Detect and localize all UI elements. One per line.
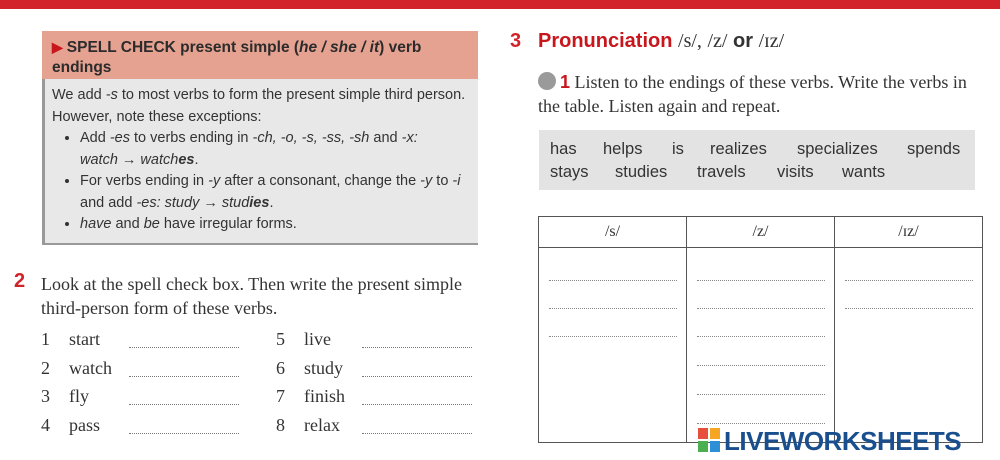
exercise-2-instruction: Look at the spell check box. Then write the present simple third-person form of these verbs.	[41, 274, 463, 318]
answer-blank-iz-2[interactable]	[845, 308, 973, 309]
exercise-3-number: 3	[510, 30, 522, 52]
answer-blank-1[interactable]	[129, 347, 239, 348]
item-number: 6	[276, 358, 285, 378]
b2-example: study → stud	[164, 194, 250, 211]
phoneme-z: /z/	[707, 30, 728, 52]
b3d: have irregular forms.	[159, 216, 297, 232]
verb-item-3	[41, 386, 89, 410]
spell-bullet-3	[80, 214, 468, 236]
word-item: studies	[615, 163, 668, 181]
column-iz	[835, 248, 983, 443]
b1-example: watch → watch	[80, 151, 179, 168]
brand-wordmark: LIVEWORKSHEETS	[724, 426, 962, 456]
answer-blank-2[interactable]	[129, 376, 239, 377]
answer-blank-z-6[interactable]	[697, 423, 825, 424]
phoneme-s: /s/,	[678, 30, 702, 52]
answer-blank-z-2[interactable]	[697, 308, 825, 309]
b2d: -y	[420, 173, 433, 189]
word-item: helps	[603, 140, 643, 158]
answer-blank-5[interactable]	[362, 347, 472, 348]
intro-b: to most verbs to form the present simple third person. However, note these exceptions:	[52, 87, 466, 125]
b1b: -es	[109, 130, 130, 146]
item-word: relax	[304, 415, 340, 435]
arrow-right-icon: ▶	[52, 39, 63, 55]
word-item: travels	[697, 163, 746, 181]
b1d: -ch, -o, -s, -ss, -sh	[252, 130, 370, 146]
verb-item-1	[41, 329, 100, 353]
top-red-bar	[0, 0, 1000, 9]
answer-blank-iz-1[interactable]	[845, 280, 973, 281]
b1f: -x:	[401, 130, 418, 146]
intro-a: We add	[52, 87, 106, 103]
liveworksheets-logo	[698, 428, 720, 452]
column-z	[687, 248, 835, 443]
b1-end: .	[194, 151, 199, 168]
answer-blank-8[interactable]	[362, 433, 472, 434]
spell-bullet-1	[80, 128, 468, 171]
b2-example-bold: ies	[249, 194, 270, 211]
answer-blank-z-4[interactable]	[697, 365, 825, 366]
b3b: and	[111, 216, 144, 232]
exercise-3-title	[538, 30, 784, 53]
verb-item-7	[276, 386, 345, 410]
word-item: wants	[842, 163, 886, 181]
spell-check-body	[42, 79, 478, 242]
answer-blank-s-3[interactable]	[549, 336, 677, 337]
answer-blank-z-5[interactable]	[697, 394, 825, 395]
b2-end: .	[269, 194, 274, 211]
item-number: 5	[276, 329, 285, 349]
item-word: pass	[69, 415, 100, 435]
item-number: 2	[41, 358, 50, 378]
pronunciation-heading: Pronunciation	[538, 30, 673, 52]
verb-item-6	[276, 358, 343, 382]
spell-exceptions-list	[52, 128, 468, 236]
item-number: 7	[276, 386, 285, 406]
spell-intro	[52, 85, 468, 128]
item-word: start	[69, 329, 100, 349]
or-text: or	[733, 30, 754, 52]
exercise-2-number: 2	[14, 270, 26, 292]
b1c: to verbs ending in	[130, 130, 253, 146]
word-item: is	[672, 140, 684, 158]
item-word: fly	[69, 386, 89, 406]
verb-item-2	[41, 358, 112, 382]
column-header-iz: /ɪz/	[835, 217, 983, 248]
b1-example-bold: es	[178, 151, 195, 168]
item-word: finish	[304, 386, 346, 406]
item-number: 3	[41, 386, 50, 406]
item-word: watch	[69, 358, 112, 378]
word-item: visits	[777, 163, 814, 181]
column-header-s: /s/	[539, 217, 687, 248]
b3c: be	[143, 216, 160, 232]
spell-title-pre: SPELL CHECK present simple (	[66, 39, 300, 56]
answer-blank-z-3[interactable]	[697, 336, 825, 337]
answer-blank-7[interactable]	[362, 404, 472, 405]
verb-item-4	[41, 415, 100, 439]
word-item: has	[550, 140, 577, 158]
b1e: and	[369, 130, 402, 146]
verb-item-5	[276, 329, 331, 353]
sub-exercise-number: 1	[560, 72, 571, 92]
phoneme-iz: /ɪz/	[758, 30, 785, 52]
intro-s: -s	[105, 87, 118, 103]
answer-blank-3[interactable]	[129, 404, 239, 405]
exercise-3-instruction	[538, 70, 978, 118]
item-word: live	[304, 329, 331, 349]
answer-blank-s-2[interactable]	[549, 308, 677, 309]
answer-blank-6[interactable]	[362, 376, 472, 377]
item-word: study	[304, 358, 344, 378]
column-s	[539, 248, 687, 443]
audio-icon[interactable]	[538, 72, 556, 90]
word-box	[539, 130, 975, 190]
box-left-rule	[42, 79, 45, 245]
b2a: For verbs ending in	[80, 173, 209, 189]
b2g: and add	[80, 194, 137, 211]
word-item: realizes	[710, 140, 767, 158]
b2b: -y	[208, 173, 221, 189]
spell-bullet-2	[80, 171, 468, 214]
item-number: 1	[41, 329, 50, 349]
word-item: specializes	[797, 140, 878, 158]
word-item: spends	[907, 140, 961, 158]
b3a: have	[80, 216, 112, 232]
spell-check-box	[42, 31, 478, 245]
verb-item-8	[276, 415, 340, 439]
b2e: to	[432, 173, 453, 189]
b2f: -i	[452, 173, 461, 189]
instruction-text: Listen to the endings of these verbs. Write the verbs in the table. Listen again and repeat.	[538, 72, 967, 116]
column-header-z: /z/	[687, 217, 835, 248]
b2c: after a consonant, change the	[220, 173, 421, 189]
spell-title-post: ) verb endings	[52, 39, 422, 76]
box-bottom-rule	[42, 243, 478, 245]
answer-blank-s-1[interactable]	[549, 280, 677, 281]
spell-title-pronouns: he / she / it	[299, 39, 380, 56]
word-item: stays	[550, 163, 589, 181]
item-number: 4	[41, 415, 50, 435]
answer-blank-4[interactable]	[129, 433, 239, 434]
b1a: Add	[80, 130, 110, 146]
item-number: 8	[276, 415, 285, 435]
sound-table	[538, 216, 983, 443]
answer-blank-z-1[interactable]	[697, 280, 825, 281]
spell-check-header	[42, 31, 478, 79]
b2h: -es:	[136, 194, 161, 211]
